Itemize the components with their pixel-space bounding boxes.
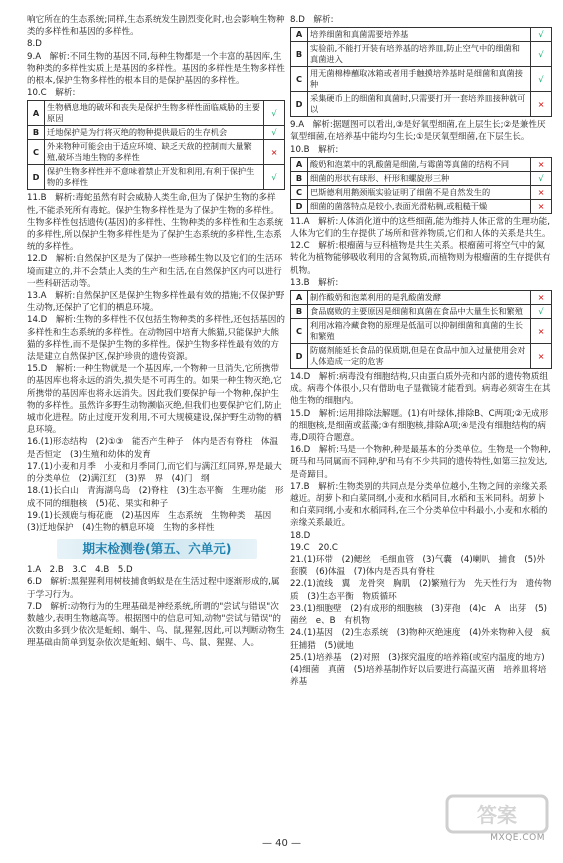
- r-q13-table-option-letter: B: [291, 305, 308, 319]
- r-q10-table-option-letter: A: [291, 157, 308, 171]
- r-q8-table-row: [291, 92, 552, 117]
- cross-mark-icon: ×: [531, 291, 552, 305]
- q16-answer: 16.(1)形态结构 (2)①③ 能否产生种子 体内是否有脊柱 体温是否恒定 (3)生殖和幼体的发育: [27, 437, 279, 460]
- r-q13-table: [290, 290, 552, 369]
- q10-table-option-letter: A: [28, 101, 45, 126]
- q10-table-row: [28, 101, 285, 126]
- r-q24-answer: 24.(1)基因 (2)生态系统 (3)物种灭绝速度 (4)外来物种入侵 疯狂捕猎 (5)就地: [290, 628, 551, 651]
- q10-table-option-text: 保护生物多样性并不意味着禁止开发和利用,有利于保护生物的多样性: [45, 165, 264, 190]
- q9-analysis: 9.A 解析:不同生物的基因不同,每种生物都是一个丰富的基因库,生物种类的多样性实质上是基因的多样性。基因的多样性是生物多样性的根本,保护生物多样性的根本目的是保护基因的多样性。: [27, 51, 285, 87]
- exam-q6-analysis: 6.D 解析:黑猩猩利用树枝捕食蚂蚁是在生活过程中逐渐形成的,属于学习行为。: [27, 577, 280, 600]
- r-q8-table-option-text: 采集硬币上的细菌和真菌时,只需要打开一套培养皿接种就可以: [308, 92, 531, 117]
- cross-mark-icon: ×: [531, 319, 552, 344]
- cross-mark-icon: ×: [531, 92, 552, 117]
- r-q11-analysis: 11.A 解析:人体消化道中的这些细菌,能为维持人体正常的生理功能,人体为它们的生存提供了场所和营养物质,它们和人体的关系是共生。: [290, 216, 551, 240]
- r-q8-table-row: [291, 42, 552, 67]
- r-q8-table-option-letter: A: [291, 28, 308, 42]
- r-q13-table-option-text: 制作酸奶和泡菜利用的是乳酸菌发酵: [308, 291, 531, 305]
- r-q8-table: [290, 27, 552, 117]
- r-q10-table-option-letter: C: [291, 185, 308, 199]
- r-q10-table-option-letter: B: [291, 171, 308, 185]
- r-q13-header: 13.B 解析:: [290, 277, 339, 288]
- r-q10-table-option-letter: D: [291, 199, 308, 213]
- check-mark-icon: √: [531, 305, 552, 319]
- page-number: — 40 —: [261, 838, 302, 849]
- r-q10-table-option-text: 酸奶和泡菜中的乳酸菌是细菌,与霉菌等真菌的结构不同: [308, 157, 531, 171]
- r-q10-table-option-text: 细菌的形状有球形、杆形和螺旋形三种: [308, 171, 531, 185]
- left-line-0: 响它所在的生态系统;同样,生态系统发生剧烈变化时,也会影响生物种类的多样性和基因的多样性。: [27, 15, 285, 38]
- section-banner: 期末检测卷(第五、六单元): [57, 539, 257, 559]
- r-q13-table-option-letter: C: [291, 319, 308, 344]
- right-column: [290, 14, 552, 688]
- cross-mark-icon: ×: [531, 344, 552, 369]
- check-mark-icon: √: [264, 165, 285, 190]
- r-q19-20: 19.C 20.C: [290, 542, 338, 553]
- r-q9-analysis: 9.A 解析:据题图可以看出,③是好氧型细菌,在上层生长;②是兼性厌氧型细菌,在培养基中能均匀生长;①是厌氧型细菌,在下层生长。: [290, 120, 546, 143]
- q10-table-option-letter: D: [28, 165, 45, 190]
- exam-q7-analysis: 7.D 解析:动物行为的生理基础是神经系统,所谓的"尝试与错误"次数越少,表明生物越高等。根据图中的信息可知,动物"尝试与错误"的次数由多到少依次是蚯蚓、蜗牛、鸟、鼠,猩猩,因此,可以判断动物生理基础由简单到复杂依次是蚯蚓、蜗牛、鸟、鼠、猩猩、人。: [27, 601, 285, 649]
- q14-analysis: 14.D 解析:生物的多样性不仅包括生物种类的多样性,还包括基因的多样性和生态系统的多样性。在动物园中培育大熊猫,只能保护大熊猫的多样性,而不是保护生物的多样性。保护生物多样性最有效的方法是建立自然保护区,保护珍贵的遗传资源。: [27, 315, 285, 363]
- check-mark-icon: √: [531, 171, 552, 185]
- cross-mark-icon: ×: [531, 185, 552, 199]
- r-q25-answer: 25.(1)培养基 (2)对照 (3)探究温度的培养箱(或室内温度的地方) (4)细菌 真菌 (5)培养基制作好以后要进行高温灭菌 培养皿将培养基: [290, 652, 554, 688]
- r-q8-header: 8.D 解析:: [290, 15, 334, 25]
- check-mark-icon: √: [264, 126, 285, 140]
- q10-table-option-text: 迁地保护是为行将灭绝的物种提供最后的生存机会: [45, 126, 264, 140]
- r-q13-table-option-letter: A: [291, 291, 308, 305]
- q10-table-option-text: 生物栖息地的破坏和丧失是保护生物多样性面临威胁的主要原因: [45, 101, 264, 126]
- r-q10-table-option-text: 巴斯德利用鹅颈瓶实验证明了细菌不是自然发生的: [308, 185, 531, 199]
- r-q12-analysis: 12.C 解析:根瘤菌与豆科植物是共生关系。根瘤菌可将空气中的氮转化为植物能够吸收利用的含氮物质,而植物则为根瘤菌的生存提供有机物。: [290, 241, 551, 276]
- r-q10-table-row: [291, 157, 552, 171]
- q10-table-row: [28, 140, 285, 165]
- r-q13-table-option-text: 食品腐败的主要原因是细菌和真菌在食品中大量生长和繁殖: [308, 305, 531, 319]
- r-q10-table-row: [291, 199, 552, 213]
- q19-answer: 19.(1)长颈鹿与梅花鹿 (2)基因库 生态系统 生物种类 基因 (3)迁地保护 (4)生物的栖息环境 生物的多样性: [27, 510, 280, 533]
- q13-analysis: 13.A 解析:自然保护区是保护生物多样性最有效的措施;不仅保护野生动物,还保护了它们的栖息环境。: [27, 291, 285, 314]
- r-q13-table-row: [291, 319, 552, 344]
- r-q13-table-option-letter: D: [291, 344, 308, 369]
- cross-mark-icon: ×: [531, 199, 552, 213]
- r-q8-table-option-letter: B: [291, 42, 308, 67]
- r-q10-table-option-text: 细菌的菌落特点是较小,表面光滑粘稠,或粗糙干燥: [308, 199, 531, 213]
- q10-table-option-letter: B: [28, 126, 45, 140]
- check-mark-icon: √: [531, 42, 552, 67]
- cross-mark-icon: ×: [264, 140, 285, 165]
- check-mark-icon: √: [531, 28, 552, 42]
- q12-analysis: 12.D 解析:自然保护区是为了保护一些珍稀生物以及它们的生活环境而建立的,并不会禁止人类的生产和生活,在自然保护区内可以进行一些科研活动等。: [27, 254, 283, 289]
- svg-text:答案: 答案: [477, 803, 517, 827]
- q10-table-option-text: 外来物种可能会由于适应环境、缺乏天敌的控制而大量繁殖,破坏当地生物的多样性: [45, 140, 264, 165]
- r-q22-answer: 22.(1)流线 翼 龙骨突 胸肌 (2)繁殖行为 先天性行为 遗传物质 (3)生态平衡 物质循环: [290, 579, 552, 602]
- left-column: [27, 14, 285, 650]
- q10-header: 10.C 解析:: [27, 88, 76, 99]
- q10-table-row: [28, 126, 285, 140]
- r-q8-table-row: [291, 28, 552, 42]
- r-q8-table-option-letter: C: [291, 67, 308, 92]
- r-q17-analysis: 17.B 解析:生物类别的共同点是分类单位越小,生物之间的亲缘关系越近。胡萝卜和白菜同纲,小麦和水稻同目,水稻和玉米同科。胡萝卜和白菜同纲,小麦和水稻同科,在三个分类单位中科最小,小麦和水稻的亲缘关系最近。: [290, 481, 548, 529]
- r-q8-table-option-text: 用无菌棉棒蘸取冰箱或者用手触摸培养基时是细菌和真菌接种: [308, 67, 531, 92]
- r-q21-answer: 21.(1)环带 (2)鳃丝 毛细血管 (3)气囊 (4)喇叭 捕食 (5)外套膜 (6)体温 (7)体内是否具有脊柱: [290, 555, 546, 578]
- q17-answer: 17.(1)小麦和月季 小麦和月季同门,而它们与满江红同界,界是最大的分类单位 (2)满江红 (3)界 界 (4)门 纲: [27, 461, 282, 485]
- r-q13-table-row: [291, 344, 552, 369]
- r-q13-table-option-text: 利用冰箱冷藏食物的原理是低温可以抑制细菌和真菌的生长和繁殖: [308, 319, 531, 344]
- r-q18-analysis: 18.D: [290, 530, 311, 541]
- r-q13-table-row: [291, 305, 552, 319]
- r-q10-table-row: [291, 185, 552, 199]
- r-q10-table-row: [291, 171, 552, 185]
- r-q8-table-option-letter: D: [291, 92, 308, 117]
- cross-mark-icon: ×: [531, 157, 552, 171]
- q10-table: [27, 100, 285, 190]
- r-q10-header: 10.B 解析:: [290, 144, 339, 155]
- q11-analysis: 11.B 解析:毒蛇虽然有时会威胁人类生命,但为了保护生物的多样性,不能杀死所有毒蛇。保护生物多样性是为了保护生物的多样性。生物多样性包括遗传(基因)的多样性、生物种类的多样性和生态系统的多样性,所以保护生物多样性是为了保护生态系统的多样性,生态系统的多样性。: [27, 193, 283, 253]
- r-q16-analysis: 16.D 解析:马是一个物种,种是最基本的分类单位。生物是一个物种,斑马和马同属而不同种,驴和马有不少共同的遗传特性,如第三拉发达,是奇蹄目。: [290, 445, 551, 480]
- watermark-text: MXQE.COM: [490, 833, 545, 843]
- q8-answer: 8.D: [27, 39, 42, 50]
- r-q15-analysis: 15.D 解析:运用排除法解题。(1)有叶绿体,排除B、C两项;②无成形的细胞核,是细菌或蓝藻;③有细胞核,排除A项;④是没有细胞结构的病毒,D项符合题意。: [290, 408, 549, 444]
- q18-answer: 18.(1)长白山 青海湖鸟岛 (2)脊柱 (3)生态平衡 生理功能 形成不同的细胞核 (5)花、果实和种子: [27, 486, 284, 509]
- check-mark-icon: √: [264, 101, 285, 126]
- q10-table-option-letter: C: [28, 140, 45, 165]
- exam-q1-5: 1.A 2.B 3.C 4.B 5.D: [27, 565, 133, 576]
- r-q10-table: [290, 157, 552, 214]
- r-q8-table-option-text: 实验前,不能打开装有培养基的培养皿,防止空气中的细菌和真菌进入: [308, 42, 531, 67]
- q15-analysis: 15.D 解析:一种生物就是一个基因库,一个物种一旦消失,它所携带的基因库也将永远的消失,损失是不可再生的。如果一种生物灭绝,它所携带的基因库也将永远消失。因此我们要保护每一个物种,保护生物的多样性。虽然许多野生动物濒临灭绝,但我们也要保护它们,防止城市化进程。防止过度开发利用,不可大规模建设,保护野生动物的栖息环境。: [27, 364, 282, 436]
- q10-table-row: [28, 165, 285, 190]
- r-q8-table-option-text: 培养细菌和真菌需要培养基: [308, 28, 531, 42]
- r-q23-answer: 23.(1)细胞壁 (2)有成形的细胞核 (3)芽孢 (4)c A 出芽 (5)菌丝 e、B 有机物: [290, 603, 548, 627]
- r-q13-table-row: [291, 291, 552, 305]
- check-mark-icon: √: [531, 67, 552, 92]
- r-q14-analysis: 14.D 解析:病毒没有细胞结构,只由蛋白质外壳和内部的遗传物质组成。病毒个体很小,只有借助电子显微镜才能看到。病毒必须寄生在其他生物的细胞内。: [290, 372, 551, 407]
- r-q8-table-row: [291, 67, 552, 92]
- r-q13-table-option-text: 防腐剂能延长食品的保质期,但是在食品中加入过量使用会对人体造成一定的危害: [308, 344, 531, 369]
